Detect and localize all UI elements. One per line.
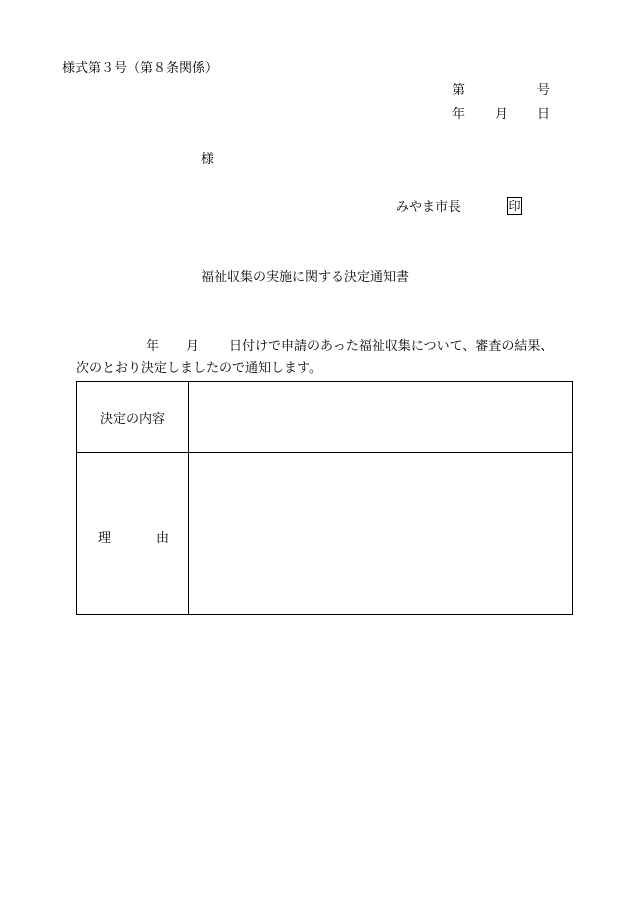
reason-field[interactable]	[189, 453, 573, 615]
reason-label-char-1: 理	[98, 531, 112, 546]
form-label: 様式第３号（第８条関係）	[62, 61, 219, 76]
body-month-label: 月	[186, 339, 200, 354]
decision-content-row	[77, 382, 573, 453]
recipient-honorific: 様	[201, 152, 215, 167]
document-number-prefix: 第	[452, 83, 466, 98]
body-line1-text: 日付けで申請のあった福祉収集について、審査の結果、	[229, 339, 554, 354]
date-month-label: 月	[495, 107, 509, 122]
body-paragraph-line-1	[62, 340, 574, 354]
date-day-label: 日	[536, 107, 550, 122]
document-number-suffix: 号	[536, 83, 550, 98]
reason-label	[77, 453, 189, 615]
reason-label-char-2: 由	[156, 531, 170, 546]
reason-row	[77, 453, 573, 615]
decision-content-label: 決定の内容	[77, 382, 189, 453]
seal-stamp: 印	[508, 199, 521, 213]
body-paragraph-line-2: 次のとおり決定しましたので通知します。	[76, 361, 322, 376]
issuer-name: みやま市長	[396, 200, 462, 215]
date-year-label: 年	[452, 107, 466, 122]
decision-table	[76, 381, 573, 615]
decision-content-field[interactable]	[189, 382, 573, 453]
document-title: 福祉収集の実施に関する決定通知書	[201, 270, 410, 285]
document-date	[452, 108, 550, 122]
body-year-label: 年	[146, 339, 160, 354]
